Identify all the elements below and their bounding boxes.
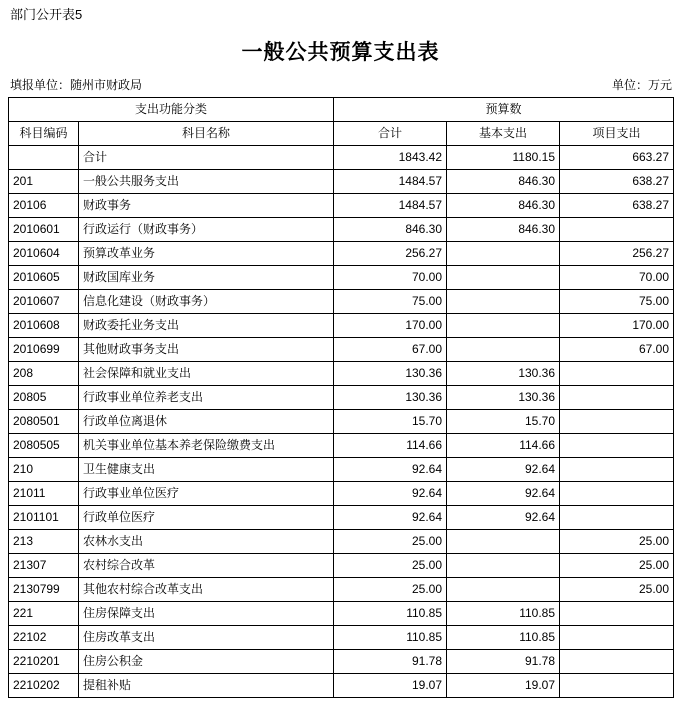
cell-basic bbox=[447, 530, 560, 554]
cell-code: 2010604 bbox=[9, 242, 79, 266]
cell-total: 1484.57 bbox=[334, 194, 447, 218]
table-row bbox=[9, 434, 674, 458]
cell-total: 75.00 bbox=[334, 290, 447, 314]
table-row bbox=[9, 482, 674, 506]
cell-project: 67.00 bbox=[560, 338, 674, 362]
cell-name: 行政运行（财政事务） bbox=[79, 218, 334, 242]
cell-total: 130.36 bbox=[334, 362, 447, 386]
cell-basic: 846.30 bbox=[447, 194, 560, 218]
cell-basic: 92.64 bbox=[447, 458, 560, 482]
cell-code: 2010601 bbox=[9, 218, 79, 242]
cell-total: 130.36 bbox=[334, 386, 447, 410]
column-header-name: 科目名称 bbox=[79, 122, 334, 146]
cell-project: 70.00 bbox=[560, 266, 674, 290]
cell-basic: 19.07 bbox=[447, 674, 560, 698]
table-body bbox=[9, 146, 674, 698]
cell-name: 行政单位医疗 bbox=[79, 506, 334, 530]
meta-row bbox=[8, 76, 673, 97]
cell-basic: 110.85 bbox=[447, 602, 560, 626]
cell-basic: 846.30 bbox=[447, 170, 560, 194]
table-head bbox=[9, 98, 674, 146]
table-row bbox=[9, 338, 674, 362]
table-row bbox=[9, 626, 674, 650]
table-row bbox=[9, 266, 674, 290]
cell-code: 213 bbox=[9, 530, 79, 554]
table-group-header-row bbox=[9, 98, 674, 122]
cell-project: 25.00 bbox=[560, 530, 674, 554]
cell-code: 221 bbox=[9, 602, 79, 626]
cell-total: 91.78 bbox=[334, 650, 447, 674]
cell-total: 70.00 bbox=[334, 266, 447, 290]
cell-basic bbox=[447, 314, 560, 338]
cell-code: 22102 bbox=[9, 626, 79, 650]
cell-code: 2010607 bbox=[9, 290, 79, 314]
cell-basic: 92.64 bbox=[447, 506, 560, 530]
cell-name: 行政事业单位医疗 bbox=[79, 482, 334, 506]
cell-name: 行政单位离退休 bbox=[79, 410, 334, 434]
cell-code: 2210202 bbox=[9, 674, 79, 698]
cell-project bbox=[560, 674, 674, 698]
cell-basic bbox=[447, 338, 560, 362]
cell-basic: 92.64 bbox=[447, 482, 560, 506]
cell-name: 住房改革支出 bbox=[79, 626, 334, 650]
cell-project bbox=[560, 458, 674, 482]
table-row bbox=[9, 602, 674, 626]
cell-name: 信息化建设（财政事务） bbox=[79, 290, 334, 314]
cell-code: 201 bbox=[9, 170, 79, 194]
cell-total: 92.64 bbox=[334, 506, 447, 530]
cell-project bbox=[560, 386, 674, 410]
cell-project: 638.27 bbox=[560, 194, 674, 218]
cell-basic: 114.66 bbox=[447, 434, 560, 458]
table-column-header-row bbox=[9, 122, 674, 146]
cell-total: 1843.42 bbox=[334, 146, 447, 170]
table-row bbox=[9, 218, 674, 242]
cell-total: 25.00 bbox=[334, 530, 447, 554]
cell-code: 2080501 bbox=[9, 410, 79, 434]
cell-name: 合计 bbox=[79, 146, 334, 170]
cell-basic: 110.85 bbox=[447, 626, 560, 650]
cell-code: 2101101 bbox=[9, 506, 79, 530]
cell-project bbox=[560, 362, 674, 386]
cell-code: 20805 bbox=[9, 386, 79, 410]
column-header-total: 合计 bbox=[334, 122, 447, 146]
table-row bbox=[9, 530, 674, 554]
cell-project bbox=[560, 650, 674, 674]
cell-name: 其他财政事务支出 bbox=[79, 338, 334, 362]
cell-name: 机关事业单位基本养老保险缴费支出 bbox=[79, 434, 334, 458]
table-row bbox=[9, 650, 674, 674]
table-row bbox=[9, 170, 674, 194]
cell-total: 170.00 bbox=[334, 314, 447, 338]
cell-project bbox=[560, 506, 674, 530]
table-row bbox=[9, 242, 674, 266]
table-row bbox=[9, 578, 674, 602]
cell-total: 110.85 bbox=[334, 602, 447, 626]
table-row bbox=[9, 146, 674, 170]
cell-basic bbox=[447, 554, 560, 578]
cell-project bbox=[560, 482, 674, 506]
cell-name: 财政事务 bbox=[79, 194, 334, 218]
cell-total: 25.00 bbox=[334, 554, 447, 578]
cell-project bbox=[560, 218, 674, 242]
table-row bbox=[9, 386, 674, 410]
cell-total: 110.85 bbox=[334, 626, 447, 650]
table-row bbox=[9, 362, 674, 386]
cell-name: 农林水支出 bbox=[79, 530, 334, 554]
cell-total: 1484.57 bbox=[334, 170, 447, 194]
cell-project bbox=[560, 434, 674, 458]
cell-basic: 91.78 bbox=[447, 650, 560, 674]
cell-basic: 15.70 bbox=[447, 410, 560, 434]
cell-name: 财政国库业务 bbox=[79, 266, 334, 290]
cell-total: 15.70 bbox=[334, 410, 447, 434]
table-row bbox=[9, 290, 674, 314]
cell-code: 20106 bbox=[9, 194, 79, 218]
amount-unit-label: 单位：万元 bbox=[611, 78, 672, 92]
cell-name: 其他农村综合改革支出 bbox=[79, 578, 334, 602]
cell-total: 19.07 bbox=[334, 674, 447, 698]
cell-name: 一般公共服务支出 bbox=[79, 170, 334, 194]
cell-basic bbox=[447, 242, 560, 266]
cell-basic bbox=[447, 266, 560, 290]
cell-name: 行政事业单位养老支出 bbox=[79, 386, 334, 410]
cell-project: 75.00 bbox=[560, 290, 674, 314]
budget-expenditure-table bbox=[8, 97, 674, 698]
cell-code: 21011 bbox=[9, 482, 79, 506]
cell-total: 67.00 bbox=[334, 338, 447, 362]
cell-name: 提租补贴 bbox=[79, 674, 334, 698]
cell-code: 208 bbox=[9, 362, 79, 386]
cell-basic bbox=[447, 578, 560, 602]
cell-name: 卫生健康支出 bbox=[79, 458, 334, 482]
cell-basic bbox=[447, 290, 560, 314]
cell-basic: 130.36 bbox=[447, 362, 560, 386]
table-row bbox=[9, 506, 674, 530]
cell-name: 住房保障支出 bbox=[79, 602, 334, 626]
column-header-code: 科目编码 bbox=[9, 122, 79, 146]
cell-code: 2210201 bbox=[9, 650, 79, 674]
cell-total: 92.64 bbox=[334, 458, 447, 482]
cell-basic: 1180.15 bbox=[447, 146, 560, 170]
cell-project: 638.27 bbox=[560, 170, 674, 194]
cell-code: 2130799 bbox=[9, 578, 79, 602]
table-row bbox=[9, 410, 674, 434]
cell-project: 170.00 bbox=[560, 314, 674, 338]
table-row bbox=[9, 554, 674, 578]
cell-project bbox=[560, 626, 674, 650]
cell-name: 社会保障和就业支出 bbox=[79, 362, 334, 386]
column-header-basic: 基本支出 bbox=[447, 122, 560, 146]
column-header-project: 项目支出 bbox=[560, 122, 674, 146]
group-header-budget: 预算数 bbox=[334, 98, 674, 122]
cell-project: 25.00 bbox=[560, 554, 674, 578]
cell-name: 财政委托业务支出 bbox=[79, 314, 334, 338]
cell-total: 846.30 bbox=[334, 218, 447, 242]
cell-basic: 846.30 bbox=[447, 218, 560, 242]
cell-code: 210 bbox=[9, 458, 79, 482]
cell-project bbox=[560, 602, 674, 626]
page-title: 一般公共预算支出表 bbox=[241, 40, 440, 64]
cell-code: 2080505 bbox=[9, 434, 79, 458]
cell-code: 2010608 bbox=[9, 314, 79, 338]
cell-name: 预算改革业务 bbox=[79, 242, 334, 266]
cell-project bbox=[560, 410, 674, 434]
cell-total: 114.66 bbox=[334, 434, 447, 458]
table-row bbox=[9, 194, 674, 218]
table-row bbox=[9, 458, 674, 482]
cell-name: 住房公积金 bbox=[79, 650, 334, 674]
cell-basic: 130.36 bbox=[447, 386, 560, 410]
filler-unit-label: 填报单位：随州市财政局 bbox=[10, 78, 143, 92]
cell-code: 2010605 bbox=[9, 266, 79, 290]
cell-total: 92.64 bbox=[334, 482, 447, 506]
cell-total: 25.00 bbox=[334, 578, 447, 602]
cell-code bbox=[9, 146, 79, 170]
cell-project: 25.00 bbox=[560, 578, 674, 602]
table-row bbox=[9, 674, 674, 698]
cell-code: 2010699 bbox=[9, 338, 79, 362]
group-header-classification: 支出功能分类 bbox=[9, 98, 334, 122]
cell-project: 663.27 bbox=[560, 146, 674, 170]
cell-project: 256.27 bbox=[560, 242, 674, 266]
cell-total: 256.27 bbox=[334, 242, 447, 266]
cell-code: 21307 bbox=[9, 554, 79, 578]
cell-name: 农村综合改革 bbox=[79, 554, 334, 578]
document-tag: 部门公开表5 bbox=[10, 7, 83, 22]
table-row bbox=[9, 314, 674, 338]
